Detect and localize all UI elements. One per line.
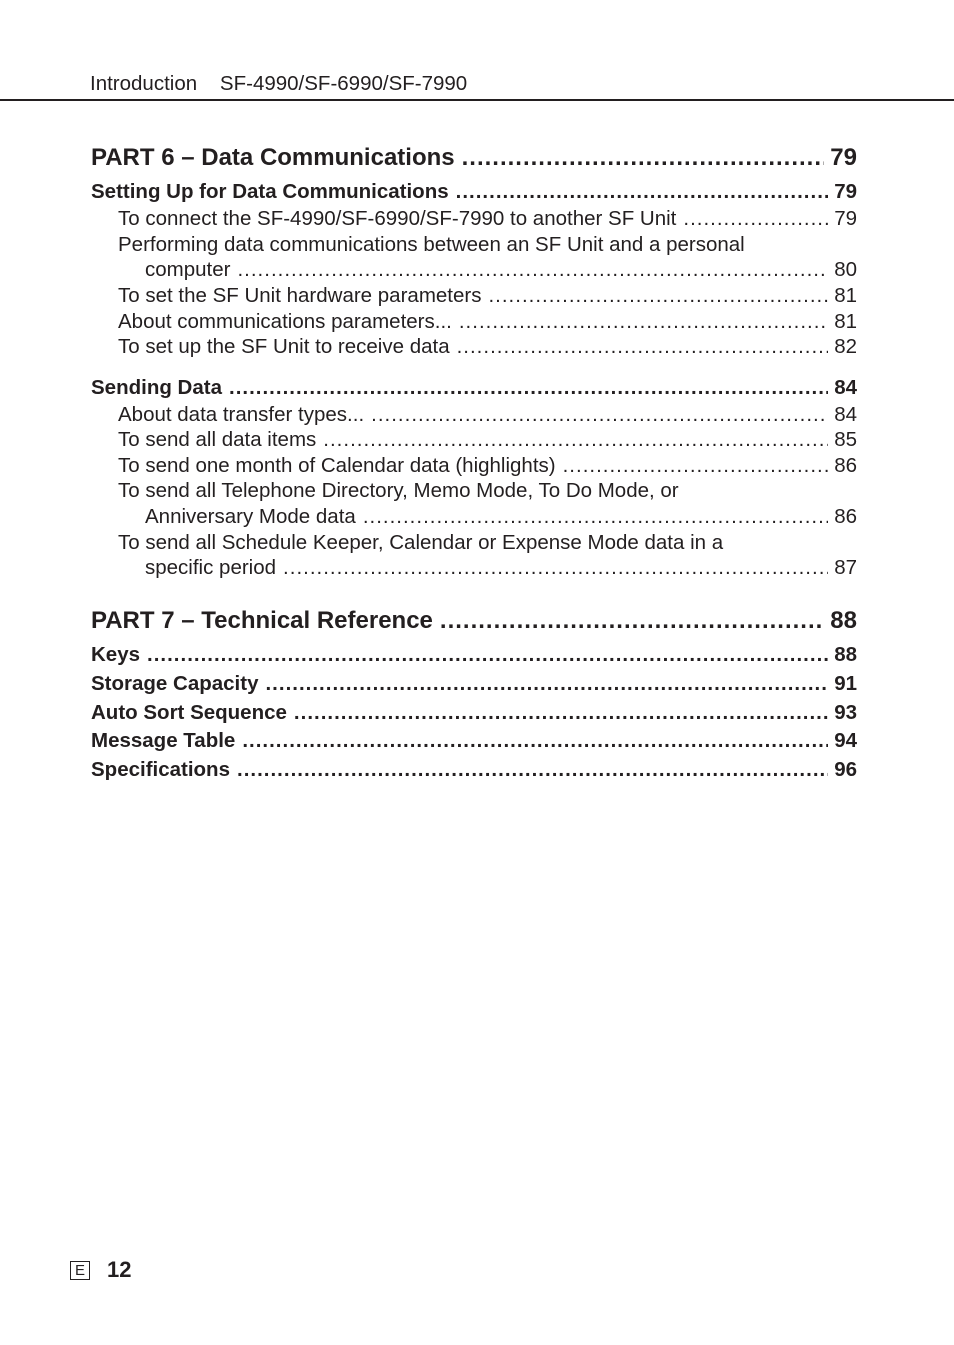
toc-page: 79 [830, 144, 857, 171]
leader-dots [283, 556, 828, 580]
toc-part7[interactable] [91, 607, 857, 635]
toc-page: 88 [830, 607, 857, 634]
leader-dots [242, 729, 828, 753]
leader-dots [265, 672, 828, 696]
toc-sending-data[interactable] [91, 376, 857, 400]
toc-item[interactable] [145, 258, 857, 282]
toc-item-line1: To send all Schedule Keeper, Calendar or Expense Mode data in a [118, 531, 724, 554]
toc-part6[interactable] [91, 144, 857, 172]
toc-page: 86 [834, 505, 857, 528]
toc-page: 86 [834, 454, 857, 477]
toc-title: To set the SF Unit hardware parameters [118, 284, 482, 307]
toc-item[interactable] [118, 310, 857, 334]
toc-page: 87 [834, 556, 857, 579]
toc-title: Specifications [91, 758, 230, 781]
toc-title: To send all data items [118, 428, 317, 451]
leader-dots [237, 758, 828, 782]
toc-title: PART 6 – Data Communications [91, 144, 455, 171]
leader-dots [457, 335, 829, 359]
toc-title: About communications parameters... [118, 310, 452, 333]
toc-title: specific period [145, 556, 277, 579]
toc-title: Sending Data [91, 376, 222, 399]
toc-page: 91 [834, 672, 857, 695]
toc-title: PART 7 – Technical Reference [91, 607, 433, 634]
toc-item[interactable] [118, 454, 857, 478]
toc-storage-capacity[interactable] [91, 672, 857, 696]
language-mark: E [70, 1261, 90, 1280]
toc-page: 80 [834, 258, 857, 281]
toc-item[interactable] [118, 207, 857, 231]
leader-dots [488, 284, 828, 308]
toc-page: 94 [834, 729, 857, 752]
toc-item[interactable] [118, 428, 857, 452]
toc-page: 84 [834, 403, 857, 426]
page-number: 12 [107, 1257, 132, 1282]
leader-dots [462, 144, 825, 172]
toc-title: Auto Sort Sequence [91, 701, 287, 724]
toc-item-line1: Performing data communications between an SF Unit and a personal [118, 233, 745, 256]
leader-dots [683, 207, 828, 231]
toc-page: 79 [834, 207, 857, 230]
header-models: SF-4990/SF-6990/SF-7990 [219, 72, 468, 95]
header-rule [0, 99, 954, 101]
leader-dots [323, 428, 828, 452]
toc-title: Storage Capacity [91, 672, 259, 695]
toc-page: 84 [834, 376, 857, 399]
toc-title: To set up the SF Unit to receive data [118, 335, 450, 358]
leader-dots [371, 403, 828, 427]
toc-item[interactable] [118, 284, 857, 308]
toc-item[interactable] [145, 556, 857, 580]
toc-title: To connect the SF-4990/SF-6990/SF-7990 to another SF Unit [118, 207, 677, 230]
leader-dots [459, 310, 828, 334]
toc-specifications[interactable] [91, 758, 857, 782]
toc-title: Setting Up for Data Communications [91, 180, 449, 203]
leader-dots [229, 376, 828, 400]
toc-page: 85 [834, 428, 857, 451]
toc-title: About data transfer types... [118, 403, 365, 426]
toc-page: 82 [834, 335, 857, 358]
toc-page: 81 [834, 284, 857, 307]
toc-setting-up[interactable] [91, 180, 857, 204]
toc-auto-sort-sequence[interactable] [91, 701, 857, 725]
toc-item-line1: To send all Telephone Directory, Memo Mode, To Do Mode, or [118, 479, 679, 502]
toc-title: Message Table [91, 729, 236, 752]
toc-title: To send one month of Calendar data (highlights) [118, 454, 556, 477]
toc-page: 96 [834, 758, 857, 781]
toc-page: 93 [834, 701, 857, 724]
toc-title: Anniversary Mode data [145, 505, 356, 528]
toc-page: 81 [834, 310, 857, 333]
toc-item[interactable] [145, 505, 857, 529]
toc-keys[interactable] [91, 643, 857, 667]
toc-title: Keys [91, 643, 141, 666]
header-section: Introduction [90, 72, 198, 95]
leader-dots [294, 701, 828, 725]
toc-item[interactable] [118, 335, 857, 359]
toc-title: computer [145, 258, 231, 281]
leader-dots [456, 180, 829, 204]
leader-dots [363, 505, 828, 529]
toc-item[interactable] [118, 403, 857, 427]
leader-dots [563, 454, 829, 478]
leader-dots [440, 607, 824, 635]
leader-dots [147, 643, 828, 667]
toc-page: 79 [834, 180, 857, 203]
leader-dots [237, 258, 828, 282]
toc-message-table[interactable] [91, 729, 857, 753]
toc-page: 88 [834, 643, 857, 666]
running-header [90, 70, 467, 98]
